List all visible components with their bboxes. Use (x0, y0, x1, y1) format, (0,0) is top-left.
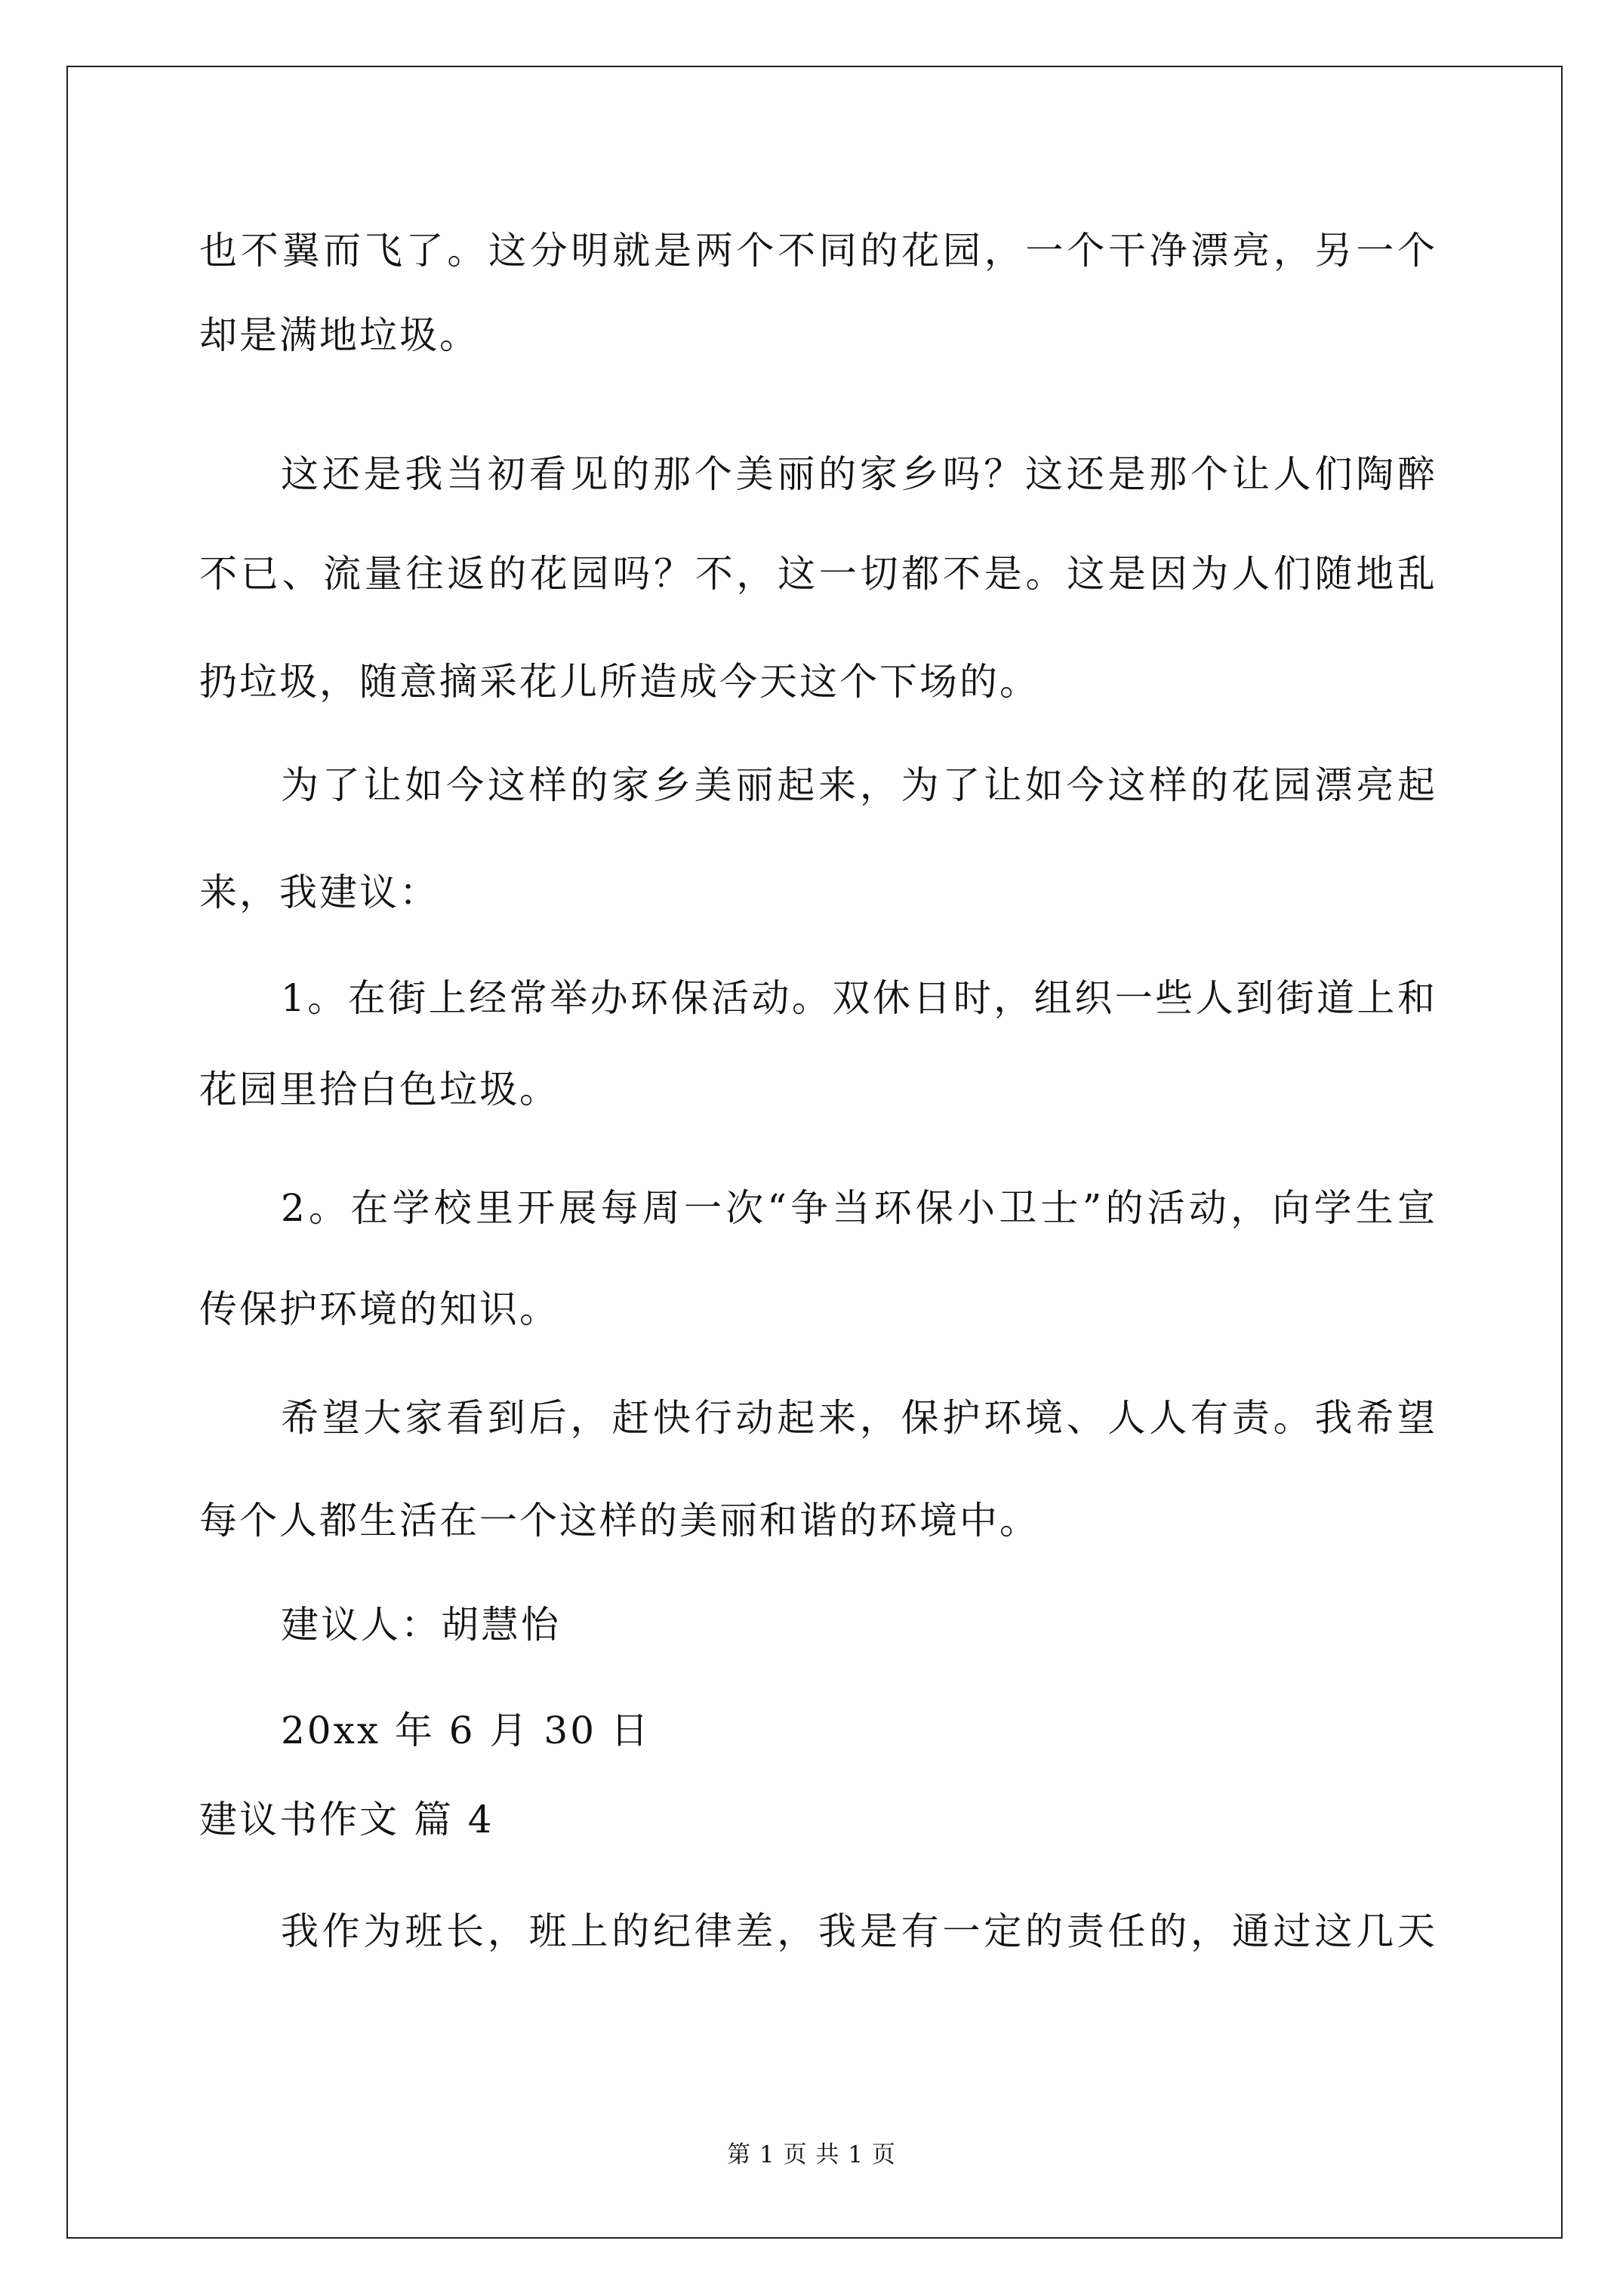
text-line: 不已、流量往返的花园吗？不，这一切都不是。这是因为人们随地乱 (199, 552, 1437, 596)
text-line: 扔垃圾，随意摘采花儿所造成今天这个下场的。 (199, 660, 1039, 704)
text-line: 1。在街上经常举办环保活动。双休日时，组织一些人到街道上和 (281, 976, 1437, 1020)
section-heading: 建议书作文 篇 4 (199, 1798, 494, 1841)
text-line: 为了让如今这样的家乡美丽起来，为了让如今这样的花园漂亮起 (281, 763, 1437, 807)
page-footer: 第 1 页 共 1 页 (727, 2141, 896, 2168)
text-line: 我作为班长，班上的纪律差，我是有一定的责任的，通过这几天 (281, 1909, 1437, 1953)
text-line: 花园里拾白色垃圾。 (199, 1068, 559, 1111)
text-line: 来，我建议： (199, 871, 439, 914)
text-line: 希望大家看到后，赶快行动起来，保护环境、人人有责。我希望 (281, 1396, 1437, 1440)
text-line: 每个人都生活在一个这样的美丽和谐的环境中。 (199, 1499, 1039, 1542)
date-line: 20xx 年 6 月 30 日 (281, 1709, 651, 1752)
text-line: 传保护环境的知识。 (199, 1287, 559, 1331)
text-line: 却是满地垃圾。 (199, 313, 479, 357)
text-line: 也不翼而飞了。这分明就是两个不同的花园，一个干净漂亮，另一个 (199, 229, 1437, 273)
signature-line: 建议人：胡慧怡 (281, 1603, 561, 1647)
text-line: 2。在学校里开展每周一次“争当环保小卫士”的活动，向学生宣 (281, 1186, 1437, 1230)
text-line: 这还是我当初看见的那个美丽的家乡吗？这还是那个让人们陶醉 (281, 452, 1437, 496)
